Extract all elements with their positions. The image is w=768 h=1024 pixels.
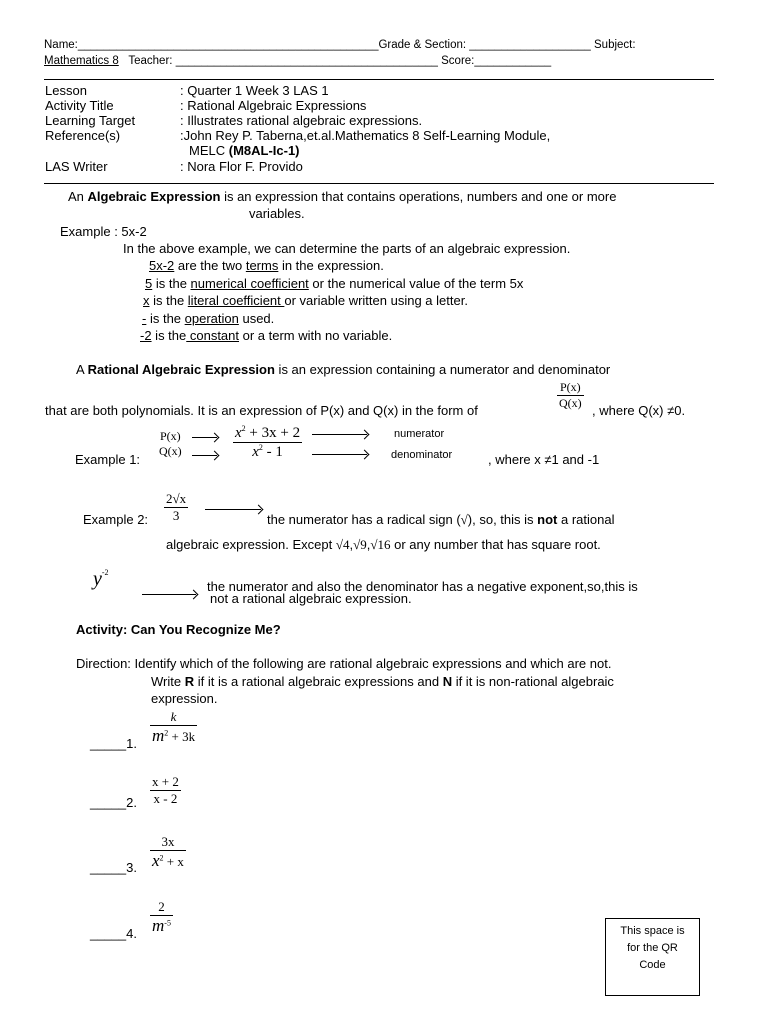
melc-line — [189, 143, 300, 158]
score-blank[interactable]: ____________ — [474, 55, 552, 67]
ex2-text1-pre: the numerator has a radical sign ( — [267, 512, 461, 527]
subject-value: Mathematics 8 — [44, 55, 119, 67]
p-of-x: P(x) — [560, 380, 581, 394]
item-den-rest: + x — [163, 854, 184, 869]
info-label-references: Reference(s) — [45, 128, 121, 143]
ex2-arrow — [205, 509, 261, 510]
qr-text-1: This space is — [620, 925, 685, 937]
item-den-base: m — [152, 916, 165, 935]
ex2-text2-pre: algebraic expression. Except — [166, 537, 333, 552]
info-label-activity: Activity Title — [45, 98, 114, 113]
part-term: numerical coefficient — [190, 276, 309, 291]
numerator-label: numerator — [394, 428, 445, 440]
item-num: k — [170, 709, 177, 724]
subject-label: Subject: — [594, 39, 636, 51]
part-terms — [149, 258, 384, 273]
qr-code-placeholder — [605, 918, 700, 996]
part-post: or a term with no variable. — [239, 328, 393, 343]
part-post: in the expression. — [278, 258, 384, 273]
item-num: x + 2 — [152, 774, 179, 789]
definition-pre: An — [68, 189, 88, 204]
ex1-p: P(x) — [160, 429, 181, 443]
direction-line-1: Direction: Identify which of the following are rational algebraic expressions and which are not. — [76, 656, 612, 671]
ex1-pq — [157, 429, 184, 459]
part-key: 5 — [145, 276, 153, 291]
root-9: √9 — [353, 537, 367, 552]
teacher-blank[interactable]: _________________________________________ — [175, 55, 438, 67]
root-16: √16 — [370, 537, 391, 552]
qr-text-3: Code — [639, 959, 666, 971]
info-label-lesson: Lesson — [45, 83, 87, 98]
definition-post: is an expression that contains operations, numbers and one or more — [220, 189, 617, 204]
ex2-text2-post: or any number that has square root. — [394, 537, 601, 552]
melc-prefix: MELC — [189, 143, 229, 158]
dir2-r: R — [184, 674, 195, 689]
item-blank[interactable]: _____4. — [90, 926, 137, 941]
rational-line-1 — [76, 362, 610, 377]
item-fraction — [150, 709, 197, 746]
dir2-post: if it is non-rational algebraic — [452, 674, 614, 689]
direction-line-2 — [151, 674, 614, 689]
rational-post: is an expression containing a numerator and denominator — [274, 362, 611, 377]
info-value-references: :John Rey P. Taberna,et.al.Mathematics 8 Self-Learning Module, — [180, 128, 551, 143]
example-label: Example : 5x-2 — [60, 224, 147, 239]
item-den-exp: 2 — [164, 728, 169, 738]
item-den-exp: 2 — [159, 853, 164, 863]
item-num: 3x — [161, 834, 175, 849]
dir2-n: N — [442, 674, 453, 689]
item-fraction — [150, 834, 186, 871]
ex3-line-1: the numerator and also the denominator has a negative exponent,so,this is — [207, 579, 638, 594]
rational-line-2-pre: that are both polynomials. It is an expression of P(x) and Q(x) in the form of — [45, 403, 478, 418]
info-label-writer: LAS Writer — [45, 159, 108, 174]
part-post: used. — [238, 311, 275, 326]
part-operation — [142, 311, 274, 326]
item-den-exp: -5 — [164, 918, 171, 928]
ex3-y — [93, 568, 109, 591]
ex1-fraction — [233, 424, 302, 461]
name-blank[interactable]: _______________________________________________ — [77, 39, 379, 51]
info-value-target: : Illustrates rational algebraic expressions. — [180, 113, 423, 128]
item-den-base: x — [152, 851, 160, 870]
pq-fraction — [557, 380, 584, 411]
root-4: √4 — [335, 537, 350, 552]
item-den-base: m — [152, 726, 165, 745]
ex3-y-exp: -2 — [101, 568, 109, 577]
ex1-den-x: x — [252, 444, 259, 460]
item-den-base: x - 2 — [153, 791, 178, 806]
grade-label: Grade & Section: — [378, 39, 467, 51]
definition-term: Algebraic Expression — [87, 189, 221, 204]
ex1-arrow-num — [312, 434, 367, 435]
definition-line-1 — [68, 189, 616, 204]
ex1-denominator — [233, 442, 302, 461]
teacher-label: Teacher: — [128, 55, 173, 67]
part-pre: is the — [151, 328, 187, 343]
ex2-num: 2√x — [166, 491, 187, 506]
part-term: literal coefficient — [187, 293, 285, 308]
ex2-text-2: algebraic expression. Except √4,√9,√16 or any number that has square root. — [166, 537, 601, 552]
ex1-arrow-den — [312, 454, 367, 455]
part-term: operation — [184, 311, 239, 326]
info-divider — [44, 183, 714, 184]
part-term: constant — [186, 328, 240, 343]
ex1-num-x: x — [235, 425, 242, 441]
ex2-text1-not: not — [537, 512, 558, 527]
activity-title: Activity: Can You Recognize Me? — [76, 622, 281, 637]
item-den — [150, 850, 186, 871]
info-value-writer: : Nora Flor F. Provido — [180, 159, 303, 174]
ex3-arrow — [142, 594, 196, 595]
ex2-text1-mid: ), so, this is — [467, 512, 538, 527]
part-key: -2 — [140, 328, 152, 343]
part-pre: is the — [152, 276, 191, 291]
item-num: 2 — [158, 899, 165, 914]
ex3-y-base: y — [93, 568, 102, 590]
part-key: 5x-2 — [149, 258, 175, 273]
info-label-target: Learning Target — [45, 113, 136, 128]
radical-icon: √ — [460, 512, 468, 527]
part-numerical — [145, 276, 523, 291]
part-post: or variable written using a letter. — [284, 293, 468, 308]
ex1-q: Q(x) — [159, 444, 182, 458]
item-den-rest: + 3k — [168, 729, 196, 744]
header-divider — [44, 79, 714, 80]
header-line-1 — [44, 39, 636, 51]
item-blank[interactable]: _____2. — [90, 795, 137, 810]
item-blank[interactable]: _____1. — [90, 736, 137, 751]
part-term: terms — [245, 258, 279, 273]
qr-text-2: for the QR — [627, 942, 678, 954]
item-den — [150, 790, 181, 807]
dir2-mid: if it is a rational algebraic expressions and — [194, 674, 443, 689]
direction-line-3: expression. — [151, 691, 218, 706]
item-den — [150, 915, 173, 936]
score-label: Score: — [441, 55, 475, 67]
rational-term: Rational Algebraic Expression — [87, 362, 275, 377]
part-post: or the numerical value of the term 5x — [308, 276, 524, 291]
info-value-activity: : Rational Algebraic Expressions — [180, 98, 367, 113]
ex1-num-rest: + 3x + 2 — [245, 425, 301, 441]
info-value-lesson: : Quarter 1 Week 3 LAS 1 — [180, 83, 329, 98]
ex1-numerator — [233, 424, 302, 442]
ex1-arrow-p — [192, 437, 217, 438]
part-constant — [140, 328, 392, 343]
ex1-den-exp: 2 — [258, 443, 263, 452]
name-label: Name: — [44, 39, 78, 51]
ex2-fraction — [164, 491, 188, 524]
rational-line-2-post: , where Q(x) ≠0. — [592, 403, 686, 418]
grade-blank[interactable]: ___________________ — [469, 39, 591, 51]
item-den — [150, 725, 197, 746]
part-key: - — [142, 311, 147, 326]
ex1-num-exp: 2 — [241, 424, 246, 433]
q-of-x: Q(x) — [559, 396, 582, 410]
ex2-text1-post: a rational — [557, 512, 615, 527]
denominator-label: denominator — [391, 449, 453, 461]
header-line-2 — [44, 55, 551, 67]
part-key: x — [143, 293, 150, 308]
part-pre: is the — [146, 311, 185, 326]
melc-code: (M8AL-Ic-1) — [228, 143, 300, 158]
example-intro: In the above example, we can determine the parts of an algebraic expression. — [123, 241, 571, 256]
ex2-den: 3 — [164, 507, 188, 524]
item-fraction — [150, 899, 173, 936]
part-literal — [143, 293, 468, 308]
dir2-pre: Write — [151, 674, 185, 689]
ex1-condition: , where x ≠1 and -1 — [488, 452, 600, 467]
part-pre: is the — [149, 293, 188, 308]
ex3-line-2: not a rational algebraic expression. — [210, 591, 412, 606]
part-pre: are the two — [174, 258, 246, 273]
ex1-arrow-q — [192, 455, 217, 456]
ex2-text-1 — [267, 512, 614, 528]
item-fraction — [150, 774, 181, 807]
ex1-den-rest: - 1 — [262, 444, 283, 460]
item-blank[interactable]: _____3. — [90, 860, 137, 875]
rational-pre: A — [76, 362, 88, 377]
definition-line-2: variables. — [249, 206, 305, 221]
ex1-label: Example 1: — [75, 452, 141, 467]
ex2-label: Example 2: — [83, 512, 149, 527]
